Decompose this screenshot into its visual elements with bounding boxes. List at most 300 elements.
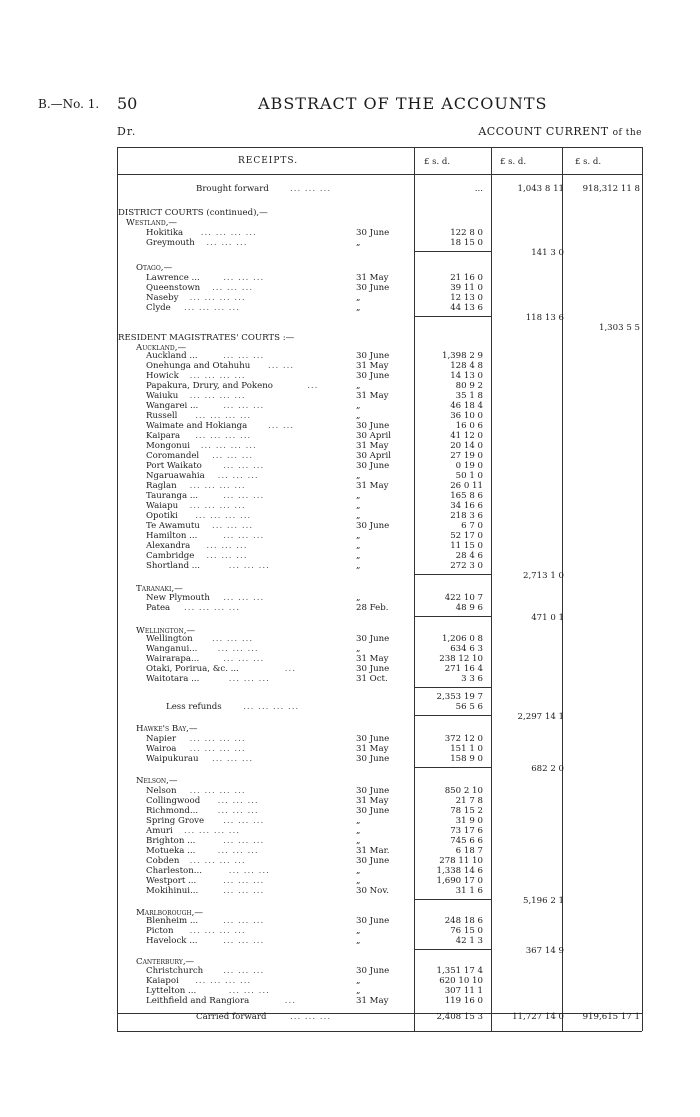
leader-dots: ... ... ... [290,1012,332,1022]
amount-c1: 12 13 0 [450,293,483,303]
leader-dots: ... ... ... ... [189,391,246,401]
row-label: Westland,— [126,218,178,228]
row-date: 31 May [356,796,389,806]
row-date: „ [356,876,361,886]
page-number: 50 [117,94,138,113]
amount-c2: 1,043 8 11 [517,184,564,194]
leader-dots: ... ... ... [212,283,254,293]
leader-dots: ... ... ... [228,866,270,876]
row-date: „ [356,551,361,561]
leader-dots: ... ... ... [223,593,265,603]
row-date: 28 Feb. [356,603,389,613]
row-label: Port Waikato [146,461,202,471]
leader-dots: ... ... ... [223,491,265,501]
row-label: Queenstown [146,283,201,293]
row-date: 30 Nov. [356,886,389,896]
amount-c3: 918,312 11 8 [582,184,640,194]
leader-dots: ... ... ... [223,966,265,976]
row-label: Kaiapoi [146,976,179,986]
amount-c1: ... [474,184,483,194]
row-date: „ [356,401,361,411]
amount-c1: 128 4 8 [450,361,483,371]
leader-dots: ... ... ... ... [243,702,300,712]
account-current-heading [478,125,642,138]
amount-c1: 31 1 6 [455,886,483,896]
table-row [118,323,642,333]
leader-dots: ... [307,381,319,391]
row-label: Waiapu [146,501,179,511]
page-title: ABSTRACT OF THE ACCOUNTS [258,94,548,113]
amount-c3: 1,303 5 5 [598,323,640,333]
leader-dots: ... ... ... [217,846,259,856]
amount-c1: 73 17 6 [450,826,483,836]
row-label: Waitotara ... [146,674,200,684]
table-row [118,541,642,551]
leader-dots: ... ... ... [223,816,265,826]
leader-dots: ... ... ... ... [200,228,257,238]
amount-c1: 151 1 0 [450,744,483,754]
table-row [118,451,642,461]
table-row [118,431,642,441]
row-date: „ [356,531,361,541]
row-date: 31 May [356,744,389,754]
table-row [118,734,642,744]
table-row [118,561,642,571]
row-label: Taranaki,— [136,584,183,594]
row-label: New Plymouth [146,593,210,603]
amount-c1: 34 16 6 [450,501,483,511]
table-row [118,644,642,654]
row-date: 31 May [356,441,389,451]
amount-c1: 3 3 6 [461,674,483,684]
row-label: Tauranga ... [146,491,199,501]
table-row [118,754,642,764]
row-date: 30 June [356,421,390,431]
amount-c1: 248 18 6 [444,916,483,926]
row-date: 30 June [356,916,390,926]
row-date: 30 June [356,754,390,764]
row-label: Richmond... [146,806,199,816]
row-label: Auckland,— [136,343,187,353]
amount-c1: 1,398 2 9 [441,351,483,361]
amount-c1: 745 6 6 [450,836,483,846]
row-label: Carried forward [196,1012,267,1022]
table-row [118,361,642,371]
row-label: Wellington [146,634,193,644]
row-label: Westport ... [146,876,197,886]
row-date: „ [356,471,361,481]
amount-c2: 118 13 6 [525,313,564,323]
amount-c1: 0 19 0 [455,461,483,471]
table-row [118,491,642,501]
table-row [118,692,642,702]
row-label: Otaki, Porirua, &c. ... [146,664,239,674]
table-row [118,634,642,644]
row-date: „ [356,511,361,521]
table-row [118,371,642,381]
account-current-suffix: of the [612,128,642,138]
amount-c1: 14 13 0 [450,371,483,381]
table-row [118,846,642,856]
row-date: „ [356,826,361,836]
row-date: 31 May [356,654,389,664]
leader-dots: ... ... ... ... [184,303,240,313]
row-label: Te Awamutu [146,521,200,531]
leader-dots: ... ... ... [217,471,259,481]
lsd-header-col1: £ s. d. [424,157,451,167]
leader-dots: ... ... ... ... [189,856,246,866]
row-date: 31 May [356,361,389,371]
row-label: Picton [146,926,174,936]
table-row [118,712,642,722]
row-label: Mokihinui... [146,886,199,896]
row-date: „ [356,593,361,603]
lsd-header-col2: £ s. d. [500,157,527,167]
amount-c1: 850 2 10 [444,786,483,796]
leader-dots: ... ... ... ... [189,734,246,744]
leader-dots: ... ... ... [212,754,254,764]
table-row [118,441,642,451]
amount-c1: 16 0 6 [455,421,483,431]
row-label: Waimate and Hokianga [146,421,248,431]
leader-dots: ... ... ... ... [195,511,252,521]
leader-dots: ... ... ... ... [195,431,252,441]
amount-c1: 271 16 4 [444,664,483,674]
row-label: Auckland ... [146,351,198,361]
row-label: Napier [146,734,177,744]
table-row [118,208,642,218]
row-label: Opotiki [146,511,178,521]
row-label: Spring Grove [146,816,205,826]
table-row [118,613,642,623]
leader-dots: ... ... ... ... [195,976,252,986]
row-label: Blenheim ... [146,916,199,926]
table-row [118,461,642,471]
amount-c1: 52 17 0 [450,531,483,541]
table-row [118,866,642,876]
amount-c1: 39 11 0 [450,283,483,293]
amount-c1: 42 1 3 [455,936,483,946]
row-date: 30 June [356,228,390,238]
row-label: Cambridge [146,551,195,561]
row-date: 30 June [356,351,390,361]
amount-c1: 21 7 8 [455,796,483,806]
leader-dots: ... ... ... ... [189,371,246,381]
row-label: Papakura, Drury, and Pokeno [146,381,273,391]
table-row [118,806,642,816]
table-row [118,283,642,293]
amount-c1: 158 9 0 [450,754,483,764]
leader-dots: ... ... ... [206,551,248,561]
table-row [118,333,642,343]
table-row [118,531,642,541]
amount-c1: 44 13 6 [450,303,483,313]
amount-c1: 122 8 0 [450,228,483,238]
amount-c1: 48 9 6 [455,603,483,613]
sum-rule [414,687,491,688]
row-label: Havelock ... [146,936,198,946]
row-date: „ [356,926,361,936]
table-row [118,501,642,511]
table-row [118,946,642,956]
amount-c1: 56 5 6 [455,702,483,712]
table-row [118,381,642,391]
receipts-column-header: RECEIPTS. [238,156,299,166]
amount-c1: 2,408 15 3 [436,1012,483,1022]
amount-c1: 422 10 7 [444,593,483,603]
amount-c2: 367 14 9 [525,946,564,956]
row-date: 30 June [356,966,390,976]
table-row [118,391,642,401]
leader-dots: ... ... ... [223,531,265,541]
row-label: Brighton ... [146,836,196,846]
leader-dots: ... ... ... ... [195,411,252,421]
row-date: „ [356,644,361,654]
amount-c1: 18 15 0 [450,238,483,248]
row-date: „ [356,561,361,571]
debit-label: Dr. [117,125,137,138]
amount-c2: 11,727 14 0 [512,1012,564,1022]
row-label: Wangarei ... [146,401,199,411]
table-row [118,836,642,846]
row-label: Wellington,— [136,626,196,636]
row-label: Clyde [146,303,171,313]
table-row [118,876,642,886]
amount-c1: 35 1 8 [455,391,483,401]
leader-dots: ... ... ... [223,351,265,361]
amount-c1: 41 12 0 [450,431,483,441]
row-label: Wairarapa... [146,654,200,664]
table-row [118,674,642,684]
leader-dots: ... ... ... [290,184,332,194]
row-label: Leithfield and Rangiora [146,996,250,1006]
table-row [118,936,642,946]
amount-c1: 2,353 19 7 [436,692,483,702]
leader-dots: ... ... ... [223,876,265,886]
leader-dots: ... ... ... ... [184,603,240,613]
amount-c1: 278 11 10 [439,856,483,866]
row-date: 31 May [356,996,389,1006]
table-row [118,816,642,826]
row-date: „ [356,238,361,248]
row-date: „ [356,411,361,421]
table-row [118,313,642,323]
row-label: Ngaruawahia [146,471,205,481]
row-label: Otago,— [136,263,173,273]
table-row [118,856,642,866]
amount-c2: 141 3 0 [531,248,564,258]
row-date: „ [356,866,361,876]
leader-dots: ... ... [268,361,295,371]
leader-dots: ... ... ... [217,644,259,654]
leader-dots: ... ... ... ... [200,441,257,451]
row-label: RESIDENT MAGISTRATES' COURTS :— [118,333,295,343]
row-label: Cobden [146,856,180,866]
leader-dots: ... ... ... ... [189,744,246,754]
leader-dots: ... ... ... [223,916,265,926]
row-date: „ [356,303,361,313]
table-row [118,966,642,976]
table-row [118,786,642,796]
leader-dots: ... ... ... ... [189,786,246,796]
table-row [118,228,642,238]
amount-c1: 27 19 0 [450,451,483,461]
row-date: 30 June [356,634,390,644]
amount-c2: 5,196 2 1 [522,896,564,906]
row-date: „ [356,541,361,551]
leader-dots: ... ... ... [212,521,254,531]
table-row [118,826,642,836]
row-label: Nelson,— [136,776,178,786]
table-row [118,263,642,273]
row-label: Wairoa [146,744,177,754]
table-row [118,796,642,806]
row-date: 30 June [356,786,390,796]
account-current-prefix: ACCOUNT CURRENT [478,125,609,138]
row-label: Kaipara [146,431,181,441]
leader-dots: ... ... ... ... [189,926,246,936]
row-label: Coromandel [146,451,200,461]
row-date: „ [356,836,361,846]
amount-c1: 119 16 0 [444,996,483,1006]
amount-c2: 2,713 1 0 [522,571,564,581]
amount-c1: 307 11 1 [444,986,483,996]
row-label: Brought forward [196,184,269,194]
leader-dots: ... ... ... [223,273,265,283]
leader-dots: ... ... ... ... [189,481,246,491]
table-row [118,411,642,421]
row-label: Lyttelton ... [146,986,197,996]
table-row [118,654,642,664]
amount-c1: 6 18 7 [455,846,483,856]
amount-c1: 31 9 0 [455,816,483,826]
leader-dots: ... ... ... ... [189,293,246,303]
row-label: Alexandra [146,541,191,551]
row-label: Motueka ... [146,846,196,856]
table-row [118,293,642,303]
row-label: Howick [146,371,179,381]
row-label: Naseby [146,293,179,303]
row-date: „ [356,816,361,826]
table-row [118,603,642,613]
row-date: „ [356,936,361,946]
amount-c1: 272 3 0 [450,561,483,571]
table-row [118,401,642,411]
leader-dots: ... [284,664,296,674]
amount-c1: 620 10 10 [439,976,483,986]
row-date: 31 May [356,391,389,401]
leader-dots: ... ... ... [223,936,265,946]
leader-dots: ... ... ... [228,561,270,571]
leader-dots: ... ... ... [212,634,254,644]
row-label: Russell [146,411,178,421]
table-row [118,218,642,228]
amount-c2: 2,297 14 1 [517,712,564,722]
amount-c3: 919,615 17 1 [582,1012,640,1022]
amount-c1: 238 12 10 [439,654,483,664]
amount-c1: 78 15 2 [450,806,483,816]
row-label: Lawrence ... [146,273,200,283]
leader-dots: ... ... ... [228,674,270,684]
amount-c1: 372 12 0 [444,734,483,744]
table-row [118,351,642,361]
row-date: „ [356,986,361,996]
row-label: Collingwood [146,796,201,806]
row-date: „ [356,976,361,986]
table-row [118,421,642,431]
table-row [118,273,642,283]
table-row [118,481,642,491]
row-label: Wanganui... [146,644,198,654]
row-date: „ [356,501,361,511]
row-date: 30 April [356,431,391,441]
amount-c1: 11 15 0 [450,541,483,551]
leader-dots: ... ... ... ... [184,826,240,836]
row-date: 30 June [356,734,390,744]
row-label: Charleston... [146,866,202,876]
row-label: Hamilton ... [146,531,198,541]
amount-c2: 471 0 1 [531,613,564,623]
table-row [118,303,642,313]
row-label: Shortland ... [146,561,200,571]
amount-c1: 26 0 11 [450,481,483,491]
amount-c1: 6 7 0 [461,521,483,531]
table-row [118,764,642,774]
row-date: 30 June [356,856,390,866]
row-date: „ [356,381,361,391]
amount-c1: 80 9 2 [455,381,483,391]
table-row [118,996,642,1006]
table-row [118,886,642,896]
leader-dots: ... ... ... [217,806,259,816]
row-date: 30 June [356,371,390,381]
table-row [118,511,642,521]
row-label: Christchurch [146,966,204,976]
document-reference: B.—No. 1. [38,97,100,111]
row-date: „ [356,491,361,501]
row-label: Greymouth [146,238,195,248]
table-row [118,702,642,712]
amount-c1: 218 3 6 [450,511,483,521]
amount-c1: 20 14 0 [450,441,483,451]
amount-c1: 50 1 0 [455,471,483,481]
table-row [118,664,642,674]
amount-c1: 36 10 0 [450,411,483,421]
amount-c1: 1,338 14 6 [436,866,483,876]
table-row [118,551,642,561]
table-row [118,916,642,926]
row-label: Canterbury,— [136,957,195,967]
row-label: Patea [146,603,171,613]
lsd-header-col3: £ s. d. [575,157,602,167]
row-label: Waiuku [146,391,179,401]
row-label: Hawke's Bay,— [136,724,198,734]
row-label: DISTRICT COURTS (continued),— [118,208,268,218]
row-date: 31 May [356,481,389,491]
row-date: 30 June [356,664,390,674]
row-label: Raglan [146,481,177,491]
row-label: Amuri [146,826,173,836]
table-row [118,184,642,194]
row-label: Nelson [146,786,177,796]
amount-c1: 1,351 17 4 [436,966,483,976]
table-row [118,986,642,996]
amount-c2: 682 2 0 [531,764,564,774]
leader-dots: ... ... ... [217,796,259,806]
amount-c1: 76 15 0 [450,926,483,936]
table-row [118,724,642,734]
amount-c1: 634 6 3 [450,644,483,654]
